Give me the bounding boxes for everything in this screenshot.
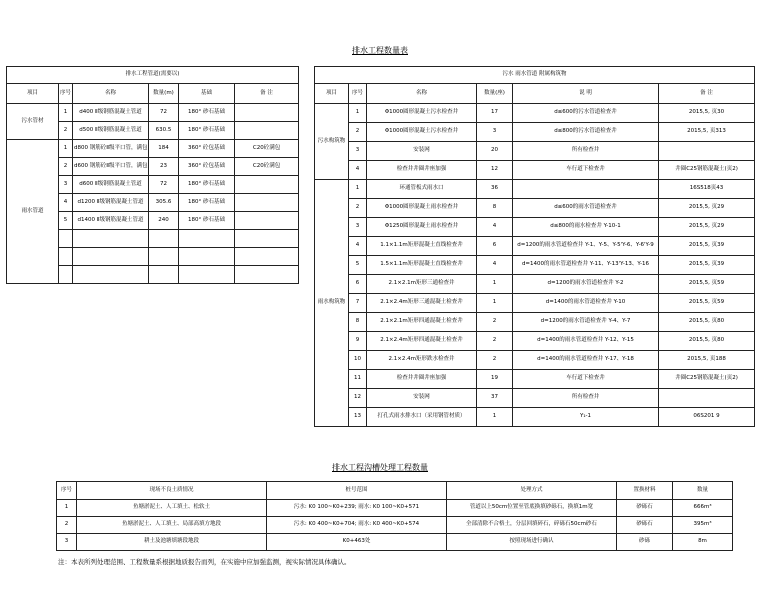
- table-cell: 305.6: [149, 194, 179, 212]
- table-cell: 鱼塘淤泥土、人工填土、局部高填方地段: [77, 517, 267, 534]
- table-cell: d=1400的雨水管道检查井 Y-12、Y-15: [513, 332, 659, 351]
- main-title: 排水工程数量表: [352, 46, 408, 55]
- table-cell: 1.5×1.1m矩形混凝土直线检查井: [367, 256, 477, 275]
- table-cell: d1400 Ⅱ级钢筋混凝土管道: [73, 212, 149, 230]
- table-cell: 6: [477, 237, 513, 256]
- footnote: 注：本表所列处理范围、工程数量系根据地质报告而列，在实施中应加强监测，视实际情况具体确认。: [58, 558, 351, 566]
- table-cell: 16S518页43: [659, 180, 755, 199]
- table-row: [315, 123, 755, 142]
- table-cell: 8: [349, 313, 367, 332]
- group-label: 污水管材: [7, 104, 59, 140]
- column-header: 序号: [349, 84, 367, 104]
- table-cell: d400 Ⅱ级钢筋混凝土管道: [73, 104, 149, 122]
- table-cell: [179, 248, 235, 266]
- table-cell: 1: [477, 294, 513, 313]
- table-row: [315, 142, 755, 161]
- table-cell: 12: [349, 389, 367, 408]
- table-cell: 184: [149, 140, 179, 158]
- table-cell: 1: [477, 408, 513, 427]
- trench-treatment-table: [56, 481, 733, 551]
- table-cell: 240: [149, 212, 179, 230]
- table-cell: Φ1000圆形混凝土污水检查井: [367, 104, 477, 123]
- table-cell: 污水: K0 100~K0+239; 雨水: K0 100~K0+571: [267, 500, 447, 517]
- table-cell: [659, 142, 755, 161]
- table-cell: 1: [59, 140, 73, 158]
- table-cell: 2: [477, 351, 513, 370]
- left-pipe-table: [6, 66, 299, 284]
- table-cell: 2015,5, 页29: [659, 218, 755, 237]
- table-cell: 2015,5, 页80: [659, 332, 755, 351]
- table-cell: Φ1000圆形混凝土污水检查井: [367, 123, 477, 142]
- table-cell: 180° 砂石基础: [179, 104, 235, 122]
- bottom-title: 排水工程沟槽处理工程数量: [332, 463, 428, 472]
- table-cell: K0+463处: [267, 534, 447, 551]
- table-cell: Φ1000圆形混凝土雨水检查井: [367, 199, 477, 218]
- table-cell: d=1400的雨水管道检查井 Y-10: [513, 294, 659, 313]
- table-cell: [149, 230, 179, 248]
- table-cell: d≤600的污水管道检查井: [513, 104, 659, 123]
- table-cell: 37: [477, 389, 513, 408]
- column-header: 处理方式: [447, 482, 617, 500]
- table-cell: 2015,5, 页188: [659, 351, 755, 370]
- table-cell: 13: [349, 408, 367, 427]
- table-row: [315, 294, 755, 313]
- table-row: [57, 500, 733, 517]
- table-cell: 车行道下检查井: [513, 370, 659, 389]
- table-cell: 10: [349, 351, 367, 370]
- table-cell: 72: [149, 176, 179, 194]
- column-header: 数量: [673, 482, 733, 500]
- table-cell: Φ1250圆形混凝土雨水检查井: [367, 218, 477, 237]
- group-label: 雨水管道: [7, 140, 59, 284]
- table-cell: 20: [477, 142, 513, 161]
- table-cell: 36: [477, 180, 513, 199]
- table-cell: 11: [349, 370, 367, 389]
- table-cell: 检查井井圈井座加强: [367, 370, 477, 389]
- right-table-caption: 污水 雨水管道 附属构筑物: [315, 67, 755, 84]
- table-cell: d=1200的雨水管道检查井 Y-2: [513, 275, 659, 294]
- table-cell: 2: [349, 123, 367, 142]
- table-cell: 395m³: [673, 517, 733, 534]
- table-cell: 检查井井圈井座加强: [367, 161, 477, 180]
- table-cell: 污水: K0 400~K0+704; 雨水: K0 400~K0+574: [267, 517, 447, 534]
- group-label: 雨水构筑物: [315, 180, 349, 427]
- table-cell: [149, 266, 179, 284]
- table-cell: [513, 180, 659, 199]
- table-cell: d=1200的雨水管道检查井 Y-4、Y-7: [513, 313, 659, 332]
- table-cell: 井圈C25钢筋混凝土(页2): [659, 161, 755, 180]
- table-row: [315, 389, 755, 408]
- table-row: [57, 517, 733, 534]
- table-row: [7, 140, 299, 158]
- table-cell: 1: [57, 500, 77, 517]
- column-header: 基础: [179, 84, 235, 104]
- table-cell: [59, 248, 73, 266]
- table-cell: 4: [59, 194, 73, 212]
- table-cell: 180° 砂石基础: [179, 194, 235, 212]
- table-cell: [179, 266, 235, 284]
- table-cell: 2015,5, 页80: [659, 313, 755, 332]
- table-cell: 2015,5, 页59: [659, 294, 755, 313]
- table-cell: 鱼塘淤泥土、人工填土、松软土: [77, 500, 267, 517]
- table-row: [315, 408, 755, 427]
- table-cell: 打孔式雨水排水口（采用钢管材质）: [367, 408, 477, 427]
- table-cell: 180° 砂石基础: [179, 212, 235, 230]
- table-cell: 4: [477, 218, 513, 237]
- table-row: [57, 534, 733, 551]
- table-cell: 3: [477, 123, 513, 142]
- table-row: [315, 180, 755, 199]
- table-cell: d≤600的雨水管道检查井: [513, 199, 659, 218]
- table-cell: [149, 248, 179, 266]
- table-cell: 按照现场进行确认: [447, 534, 617, 551]
- table-cell: 2015,5, 页29: [659, 199, 755, 218]
- table-cell: 06S201 9: [659, 408, 755, 427]
- table-row: [315, 370, 755, 389]
- table-cell: 23: [149, 158, 179, 176]
- table-row: [315, 351, 755, 370]
- table-cell: [235, 212, 299, 230]
- group-label: 污水构筑物: [315, 104, 349, 180]
- table-cell: [235, 248, 299, 266]
- table-cell: C20砼满包: [235, 140, 299, 158]
- table-cell: 2.1×2.4m矩形四通混凝土检查井: [367, 332, 477, 351]
- table-cell: d=1400的雨水管道检查井 Y-11、Y-13'Y-13、Y-16: [513, 256, 659, 275]
- table-cell: d600 钢筋砼Ⅱ级平口管，满包: [73, 158, 149, 176]
- table-cell: 2: [477, 313, 513, 332]
- table-cell: 2: [57, 517, 77, 534]
- table-cell: 1: [349, 180, 367, 199]
- table-cell: d800 钢筋砼Ⅱ级平口管，满包: [73, 140, 149, 158]
- table-cell: d=1400的雨水管道检查井 Y-17、Y-18: [513, 351, 659, 370]
- table-cell: [235, 230, 299, 248]
- column-header: 名称: [73, 84, 149, 104]
- table-cell: [235, 122, 299, 140]
- table-cell: 耕土及池塘填塘段地段: [77, 534, 267, 551]
- table-row: [315, 218, 755, 237]
- table-cell: 9: [349, 332, 367, 351]
- table-cell: 2015,5, 页39: [659, 256, 755, 275]
- table-cell: [179, 230, 235, 248]
- table-cell: [235, 266, 299, 284]
- column-header: 项目: [315, 84, 349, 104]
- table-cell: 180° 砂石基础: [179, 176, 235, 194]
- table-cell: 4: [477, 256, 513, 275]
- table-cell: 17: [477, 104, 513, 123]
- table-cell: 8m: [673, 534, 733, 551]
- right-structure-table: [314, 66, 755, 427]
- column-header: 备 注: [659, 84, 755, 104]
- table-cell: 5: [59, 212, 73, 230]
- table-cell: [235, 176, 299, 194]
- table-cell: 2: [477, 332, 513, 351]
- table-cell: 7: [349, 294, 367, 313]
- table-row: [7, 104, 299, 122]
- table-cell: 8: [477, 199, 513, 218]
- table-cell: [235, 104, 299, 122]
- table-cell: 6: [349, 275, 367, 294]
- table-cell: [73, 230, 149, 248]
- table-cell: 砂砾石: [617, 517, 673, 534]
- column-header: 现场不良土质情况: [77, 482, 267, 500]
- column-header: 序号: [59, 84, 73, 104]
- table-cell: d≤800的污水管道检查井: [513, 123, 659, 142]
- table-cell: 2015,5, 页30: [659, 104, 755, 123]
- table-cell: 360° 砼包基础: [179, 140, 235, 158]
- column-header: 桩号范围: [267, 482, 447, 500]
- table-cell: [235, 194, 299, 212]
- column-header: 备 注: [235, 84, 299, 104]
- table-cell: 3: [57, 534, 77, 551]
- table-cell: 车行道下检查井: [513, 161, 659, 180]
- table-cell: 全部清除不合格土，分层回填碎石，碎砾石50cm砂石: [447, 517, 617, 534]
- table-cell: [59, 266, 73, 284]
- table-cell: d600 Ⅱ级钢筋混凝土管道: [73, 176, 149, 194]
- table-cell: 2.1×2.1m矩形三通检查井: [367, 275, 477, 294]
- table-cell: 环通管板式雨水口: [367, 180, 477, 199]
- table-cell: 180° 砂石基础: [179, 122, 235, 140]
- table-cell: [659, 389, 755, 408]
- table-cell: C20砼满包: [235, 158, 299, 176]
- table-cell: 2: [349, 199, 367, 218]
- table-cell: 3: [349, 218, 367, 237]
- table-cell: [59, 230, 73, 248]
- column-header: 置换材料: [617, 482, 673, 500]
- table-cell: 砂砾: [617, 534, 673, 551]
- table-cell: 5: [349, 256, 367, 275]
- table-cell: 2: [59, 158, 73, 176]
- table-cell: 1.1×1.1m矩形混凝土直线检查井: [367, 237, 477, 256]
- table-row: [315, 104, 755, 123]
- table-cell: 3: [59, 176, 73, 194]
- table-row: [315, 199, 755, 218]
- table-cell: Y₁-1: [513, 408, 659, 427]
- table-cell: 4: [349, 161, 367, 180]
- table-row: [315, 256, 755, 275]
- table-cell: 所有检查井: [513, 142, 659, 161]
- table-row: [315, 275, 755, 294]
- table-cell: 666m³: [673, 500, 733, 517]
- table-cell: 安装网: [367, 389, 477, 408]
- table-cell: 井圈C25钢筋混凝土(页2): [659, 370, 755, 389]
- table-cell: d1200 Ⅱ级钢筋混凝土管道: [73, 194, 149, 212]
- table-cell: d500 Ⅱ级钢筋混凝土管道: [73, 122, 149, 140]
- column-header: 序号: [57, 482, 77, 500]
- table-cell: 所有检查井: [513, 389, 659, 408]
- table-cell: 2015,5, 页39: [659, 237, 755, 256]
- table-cell: [73, 248, 149, 266]
- table-row: [315, 313, 755, 332]
- column-header: 项目: [7, 84, 59, 104]
- column-header: 数量(座): [477, 84, 513, 104]
- table-cell: 2.1×2.1m矩形四通混凝土检查井: [367, 313, 477, 332]
- column-header: 说 明: [513, 84, 659, 104]
- table-row: [315, 237, 755, 256]
- table-cell: 3: [349, 142, 367, 161]
- table-cell: 1: [349, 104, 367, 123]
- table-row: [315, 332, 755, 351]
- table-row: [315, 161, 755, 180]
- table-cell: 1: [59, 104, 73, 122]
- table-cell: 1: [477, 275, 513, 294]
- table-cell: [73, 266, 149, 284]
- table-cell: 2015,5, 页313: [659, 123, 755, 142]
- table-cell: 2015,5, 页59: [659, 275, 755, 294]
- table-cell: 630.5: [149, 122, 179, 140]
- table-cell: 19: [477, 370, 513, 389]
- table-cell: 管道以上50cm位置至管底换填砂砾石，换填1m宽: [447, 500, 617, 517]
- left-table-caption: 排水工程管道(需要以): [7, 67, 299, 84]
- table-cell: 2: [59, 122, 73, 140]
- column-header: 数量(m): [149, 84, 179, 104]
- table-cell: d≤800的雨水检查井 Y-10-1: [513, 218, 659, 237]
- table-cell: 360° 砼包基础: [179, 158, 235, 176]
- table-cell: 72: [149, 104, 179, 122]
- table-cell: 12: [477, 161, 513, 180]
- column-header: 名称: [367, 84, 477, 104]
- table-cell: 砂砾石: [617, 500, 673, 517]
- table-cell: d=1200的雨水管道检查井 Y-1、Y-5、Y-5'Y-6、Y-6'Y-9: [513, 237, 659, 256]
- table-cell: 2.1×2.4m矩形三通混凝土检查井: [367, 294, 477, 313]
- table-cell: 安装网: [367, 142, 477, 161]
- table-cell: 2.1×2.4m矩形跌水检查井: [367, 351, 477, 370]
- table-cell: 4: [349, 237, 367, 256]
